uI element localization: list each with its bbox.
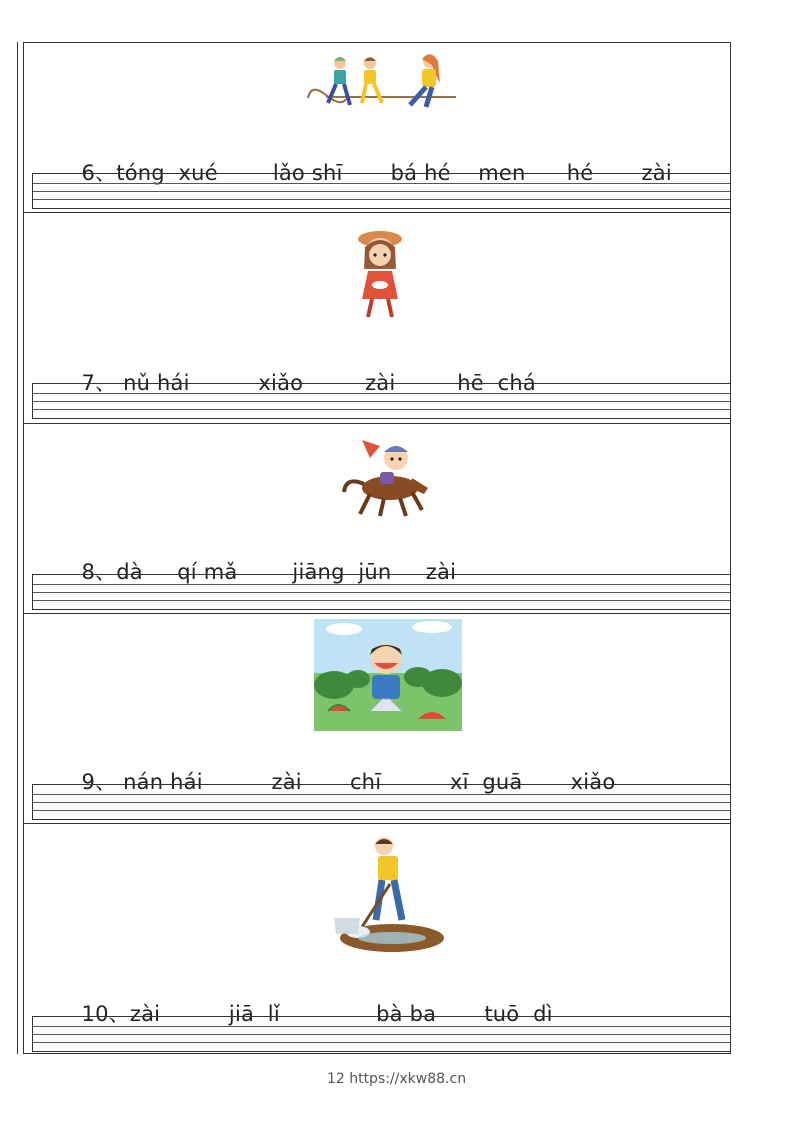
tug-of-war-illustration <box>306 53 466 118</box>
pinyin-text: zài jiā lǐ bà ba tuō dì <box>129 1002 553 1026</box>
item-number: 10、 <box>81 1002 130 1026</box>
pinyin-text: nǔ hái xiǎo zài hē chá <box>116 371 536 395</box>
item-number: 9、 <box>81 770 117 794</box>
page-footer: 12 https://xkw88.cn <box>326 1071 467 1087</box>
general-riding-horse-illustration <box>340 432 432 522</box>
writing-lines[interactable] <box>32 574 730 610</box>
man-mopping-floor-illustration <box>332 834 448 956</box>
girl-with-cup-illustration <box>350 225 410 325</box>
writing-lines[interactable] <box>32 383 730 419</box>
item-number: 8、 <box>81 560 117 584</box>
writing-lines[interactable] <box>32 1016 730 1052</box>
writing-lines[interactable] <box>32 173 730 209</box>
left-margin-rule <box>17 42 24 1054</box>
pinyin-text: dà qí mǎ jiāng jūn zài <box>116 560 457 584</box>
exercise-9 <box>24 613 731 823</box>
item-number: 7、 <box>81 371 117 395</box>
writing-lines[interactable] <box>32 784 730 820</box>
exercise-7 <box>24 212 731 423</box>
boy-eating-watermelon-illustration <box>314 619 462 731</box>
pinyin-text: tóng xué lǎo shī bá hé men hé zài <box>116 161 672 185</box>
pinyin-text: nán hái zài chī xī guā xiǎo <box>116 770 616 794</box>
item-number: 6、 <box>81 161 117 185</box>
exercise-8 <box>24 423 731 613</box>
exercise-10 <box>24 823 731 1054</box>
exercise-6 <box>24 42 731 212</box>
